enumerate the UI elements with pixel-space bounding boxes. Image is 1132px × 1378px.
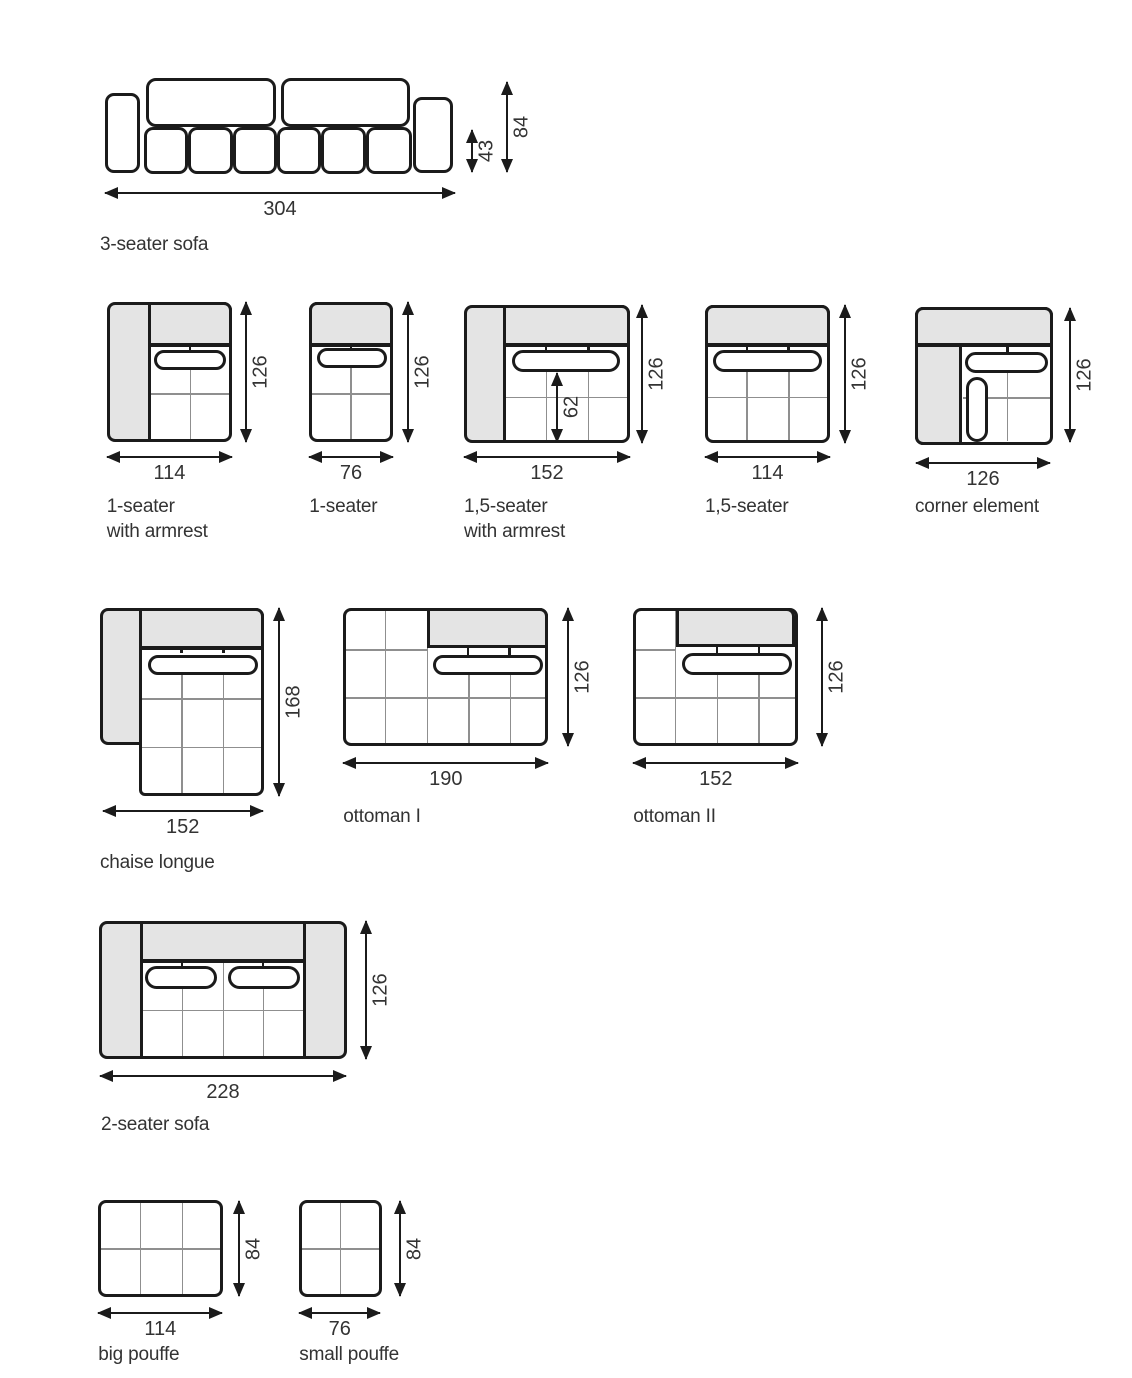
arrowhead-left-icon xyxy=(342,757,356,769)
seat-pillow xyxy=(154,350,225,370)
stitch-tick xyxy=(467,648,470,655)
back-cushion xyxy=(281,78,411,127)
dim-label: 152 xyxy=(699,768,733,790)
dim-label: 228 xyxy=(206,1080,240,1103)
seat-seam-line xyxy=(350,368,352,438)
seat-pillow xyxy=(965,352,1048,374)
dim-label: 126 xyxy=(249,355,272,389)
module-3-seater-sofa xyxy=(105,78,453,174)
armrest xyxy=(464,305,506,443)
module-label: 2-seater sofa xyxy=(101,1114,210,1135)
arrowhead-up-icon xyxy=(816,607,828,621)
width-dimension-arrow xyxy=(98,1312,222,1340)
stitch-tick xyxy=(262,962,265,969)
dim-label: 126 xyxy=(848,357,871,391)
seat-seam-line xyxy=(312,393,389,395)
width-dimension-arrow xyxy=(343,762,548,790)
width-dimension-arrow xyxy=(633,762,798,790)
stitch-tick xyxy=(181,962,184,969)
seat-seam-line xyxy=(302,1248,378,1250)
arrowhead-right-icon xyxy=(442,187,456,199)
stitch-tick xyxy=(545,344,548,351)
arrowhead-down-icon xyxy=(816,733,828,747)
module-1-5-seater xyxy=(705,305,830,443)
arrowhead-up-icon xyxy=(636,304,648,318)
seat-pillow xyxy=(512,350,620,372)
stitch-tick xyxy=(787,344,790,351)
arrowhead-down-icon xyxy=(1064,429,1076,443)
dim-label: 126 xyxy=(369,973,392,1007)
arrowhead-down-icon xyxy=(402,429,414,443)
module-small-pouffe xyxy=(299,1200,381,1297)
arrowhead-up-icon xyxy=(839,304,851,318)
module-chaise-longue xyxy=(100,608,264,795)
seat-seam-line xyxy=(346,697,545,699)
arrowhead-right-icon xyxy=(380,451,394,463)
backrest xyxy=(705,305,830,347)
module-1-5-seater-with-armrest xyxy=(464,305,630,443)
dim-label: 126 xyxy=(571,660,594,694)
width-dimension-arrow xyxy=(916,462,1050,491)
seat-seam-line xyxy=(636,697,795,699)
backrest xyxy=(676,608,795,647)
arrowhead-right-icon xyxy=(535,757,549,769)
stitch-tick xyxy=(758,647,761,654)
width-dimension-arrow xyxy=(107,456,233,485)
width-dimension-arrow xyxy=(299,1312,380,1340)
dim-label: 152 xyxy=(166,815,200,838)
seat-height-dimension-arrow xyxy=(471,130,498,172)
width-dimension-arrow xyxy=(705,456,830,485)
stitch-tick xyxy=(716,647,719,654)
arrowhead-left-icon xyxy=(915,457,929,469)
arrowhead-right-icon xyxy=(333,1070,347,1082)
arrowhead-right-icon xyxy=(817,451,831,463)
arrowhead-up-icon xyxy=(360,920,372,934)
arrowhead-down-icon xyxy=(562,733,574,747)
seat-pillow xyxy=(317,348,386,368)
dim-label: 190 xyxy=(429,768,463,790)
arrowhead-down-icon xyxy=(636,430,648,444)
arrowhead-up-icon xyxy=(402,301,414,315)
stitch-tick xyxy=(189,344,192,351)
dim-label: 114 xyxy=(144,1318,177,1340)
seat-seam-line xyxy=(788,372,790,441)
arrowhead-left-icon xyxy=(632,757,646,769)
dim-label: 152 xyxy=(530,462,564,485)
module-label-line1: 1-seater xyxy=(106,496,175,517)
module-label: 1,5-seater xyxy=(705,496,789,517)
dim-label: 76 xyxy=(339,462,363,485)
arrowhead-left-icon xyxy=(704,451,718,463)
armrest xyxy=(915,344,962,445)
arrowhead-down-icon xyxy=(273,783,285,797)
seat-pillow xyxy=(682,653,792,675)
seat-seam-line xyxy=(181,675,183,793)
height-dimension-arrow xyxy=(506,82,533,172)
seat-depth-dimension-arrow xyxy=(556,373,583,441)
arrowhead-left-icon xyxy=(99,1070,113,1082)
seat-cushion xyxy=(144,127,188,174)
height-dimension-arrow xyxy=(278,608,305,795)
module-1-seater-with-armrest xyxy=(107,302,233,442)
armrest xyxy=(100,608,142,745)
arrowhead-up-icon xyxy=(240,301,252,315)
dim-label: 76 xyxy=(328,1318,351,1340)
arrowhead-up-icon xyxy=(562,607,574,621)
seat-seam-line xyxy=(190,370,192,439)
seat-seam-line xyxy=(346,649,426,651)
seat-seam-line xyxy=(636,649,676,651)
arrowhead-down-icon xyxy=(551,429,563,443)
module-label-line2: with armrest xyxy=(106,521,208,542)
backrest xyxy=(427,608,549,648)
arrowhead-down-icon xyxy=(839,430,851,444)
armrest xyxy=(99,921,143,1060)
height-dimension-arrow xyxy=(1069,308,1096,441)
seat-seam-line xyxy=(143,1010,303,1012)
seat-seam-line xyxy=(717,675,719,743)
arrowhead-right-icon xyxy=(209,1307,223,1319)
arrowhead-left-icon xyxy=(308,451,322,463)
arrowhead-down-icon xyxy=(501,159,513,173)
dim-label: 84 xyxy=(510,115,533,138)
arrowhead-down-icon xyxy=(233,1283,245,1297)
width-dimension-arrow xyxy=(464,456,630,485)
width-dimension-arrow xyxy=(103,810,263,838)
width-dimension-arrow xyxy=(309,456,392,485)
dim-label: 126 xyxy=(411,355,434,389)
backrest xyxy=(139,608,264,650)
armrest xyxy=(413,97,453,173)
module-corner-element xyxy=(915,307,1053,445)
dim-label: 304 xyxy=(263,197,297,220)
dim-label: 126 xyxy=(645,357,668,391)
seat-seam-line xyxy=(588,372,590,441)
seat-seam-line xyxy=(151,393,229,395)
seat-seam-line xyxy=(142,747,261,749)
seat-seam-line xyxy=(142,698,261,700)
dim-label: 84 xyxy=(403,1237,426,1260)
dim-label: 114 xyxy=(751,462,784,485)
arrowhead-up-icon xyxy=(551,372,563,386)
arrowhead-left-icon xyxy=(104,187,118,199)
back-cushion xyxy=(146,78,276,127)
module-label: 1-seater xyxy=(309,496,378,517)
seat-seam-line xyxy=(708,397,827,399)
arrowhead-down-icon xyxy=(240,429,252,443)
seat-pillow xyxy=(713,350,821,372)
module-label: 3-seater sofa xyxy=(100,234,209,255)
backrest xyxy=(915,307,1053,347)
height-dimension-arrow xyxy=(567,608,594,746)
seat-pillow xyxy=(228,966,300,989)
dim-label: 126 xyxy=(966,468,1000,491)
seat-seam-line xyxy=(758,675,760,743)
module-label xyxy=(464,494,565,544)
seat-cushion xyxy=(321,127,366,174)
arrowhead-right-icon xyxy=(219,451,233,463)
dim-label: 168 xyxy=(282,685,305,719)
armrest xyxy=(105,93,140,173)
arrowhead-down-icon xyxy=(360,1046,372,1060)
module-big-pouffe xyxy=(98,1200,223,1297)
module-label: small pouffe xyxy=(299,1344,399,1365)
backrest xyxy=(309,302,392,347)
arrowhead-right-icon xyxy=(250,805,264,817)
armrest xyxy=(107,302,152,442)
seat-cushion xyxy=(188,127,232,174)
module-ottoman-1 xyxy=(343,608,548,746)
seat-cushion xyxy=(366,127,412,174)
backrest xyxy=(140,921,305,963)
side-pillow xyxy=(966,377,988,442)
arrowhead-left-icon xyxy=(463,451,477,463)
module-label: big pouffe xyxy=(98,1344,180,1365)
seat-seam-line xyxy=(182,989,184,1056)
seat-cushion xyxy=(233,127,277,174)
height-dimension-arrow xyxy=(407,302,434,442)
armrest xyxy=(303,921,347,1060)
stitch-tick xyxy=(180,647,183,654)
dim-label: 126 xyxy=(1073,358,1096,392)
arrowhead-right-icon xyxy=(1037,457,1051,469)
stitch-tick xyxy=(350,344,353,351)
arrowhead-up-icon xyxy=(1064,307,1076,321)
arrowhead-up-icon xyxy=(233,1200,245,1214)
arrowhead-left-icon xyxy=(102,805,116,817)
seat-seam-line xyxy=(510,675,512,743)
module-label: ottoman I xyxy=(343,806,421,827)
arrowhead-down-icon xyxy=(394,1283,406,1297)
seat-pillow xyxy=(148,655,258,675)
seat-seam-line xyxy=(746,372,748,441)
height-dimension-arrow xyxy=(245,302,272,442)
stitch-tick xyxy=(746,344,749,351)
arrowhead-left-icon xyxy=(97,1307,111,1319)
seat-seam-line xyxy=(468,675,470,743)
stitch-tick xyxy=(508,648,511,655)
dim-label: 126 xyxy=(825,660,848,694)
seat-seam-line xyxy=(1007,373,1009,441)
arrowhead-up-icon xyxy=(394,1200,406,1214)
stitch-tick xyxy=(587,344,590,351)
seat-seam-line xyxy=(223,675,225,793)
module-label: ottoman II xyxy=(633,806,716,827)
height-dimension-arrow xyxy=(399,1201,426,1296)
module-label-line2: with armrest xyxy=(464,521,566,542)
width-dimension-arrow xyxy=(105,192,455,220)
arrowhead-right-icon xyxy=(617,451,631,463)
height-dimension-arrow xyxy=(238,1201,265,1296)
dim-label: 84 xyxy=(242,1237,265,1260)
arrowhead-right-icon xyxy=(367,1307,381,1319)
seat-seam-line xyxy=(385,611,387,743)
module-label-line1: 1,5-seater xyxy=(464,496,548,517)
arrowhead-up-icon xyxy=(501,81,513,95)
module-label: chaise longue xyxy=(100,852,215,873)
arrowhead-up-icon xyxy=(273,607,285,621)
seat-seam-line xyxy=(101,1248,220,1250)
height-dimension-arrow xyxy=(821,608,848,746)
backrest xyxy=(503,305,630,347)
height-dimension-arrow xyxy=(844,305,871,443)
module-label xyxy=(107,494,208,544)
stitch-tick xyxy=(1006,346,1009,353)
arrowhead-right-icon xyxy=(785,757,799,769)
dim-label: 43 xyxy=(475,139,498,162)
seat-cushion xyxy=(277,127,321,174)
stitch-tick xyxy=(222,647,225,654)
seat-pillow xyxy=(145,966,217,989)
seat-seam-line xyxy=(546,372,548,441)
dim-label: 62 xyxy=(560,396,583,419)
seat-seam-line xyxy=(263,989,265,1056)
arrowhead-left-icon xyxy=(106,451,120,463)
module-ottoman-2 xyxy=(633,608,798,746)
seat-pillow xyxy=(433,655,543,675)
module-1-seater xyxy=(309,302,392,442)
height-dimension-arrow xyxy=(641,305,668,443)
module-2-seater-sofa xyxy=(99,921,346,1060)
arrowhead-left-icon xyxy=(298,1307,312,1319)
backrest xyxy=(148,302,232,347)
dim-label: 114 xyxy=(153,462,186,485)
height-dimension-arrow xyxy=(365,921,392,1059)
module-label: corner element xyxy=(915,496,1039,517)
width-dimension-arrow xyxy=(100,1075,346,1103)
